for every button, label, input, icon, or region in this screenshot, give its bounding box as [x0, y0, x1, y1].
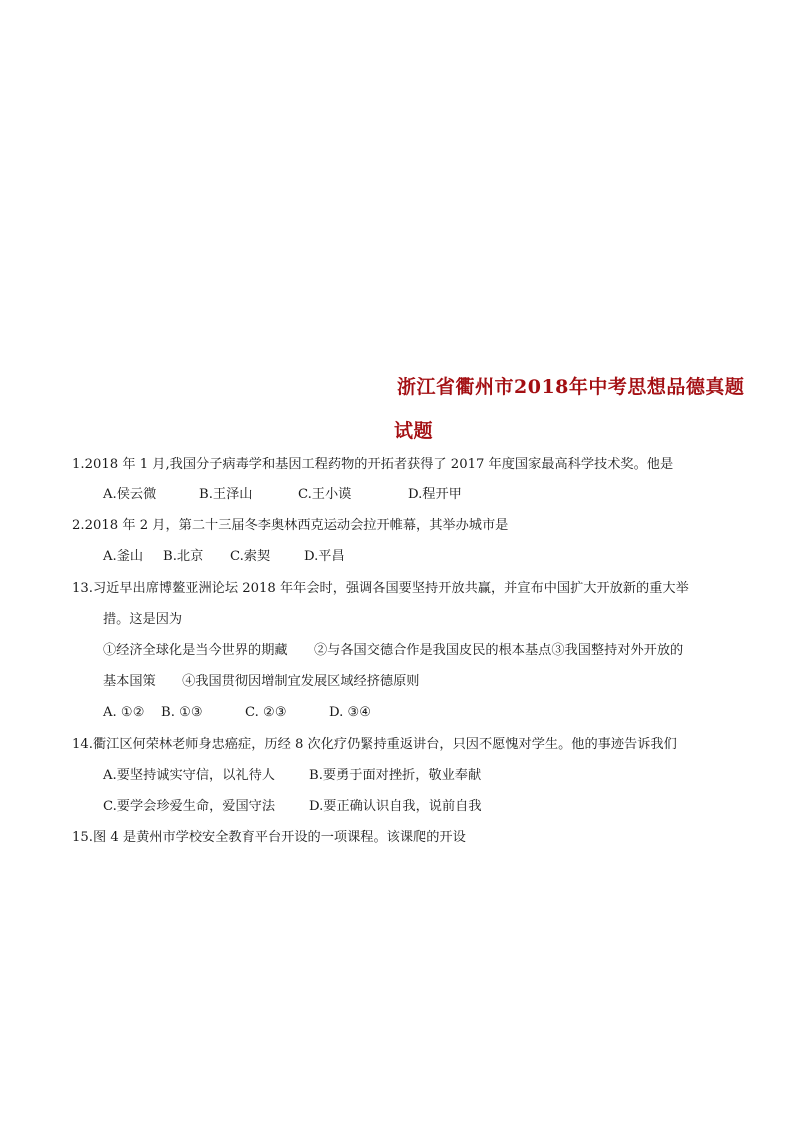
question-2-stem: 2.2018 年 2 月，第二十三届冬李奥林西克运动会拉开帷幕，其举办城市是 — [72, 518, 509, 533]
question-13-options — [103, 704, 371, 722]
option-b: B.要勇于面对挫折，敬业奉献 — [309, 768, 482, 783]
option-d: D.程开甲 — [408, 487, 462, 502]
question-13-items-continued: 基本国策 ④我国贯彻因增制宜发展区域经挤德原则 — [103, 674, 420, 689]
document-title-continued: 试题 — [394, 420, 434, 442]
option-a: A.侯云微 — [103, 487, 157, 502]
option-a: A. ①② — [103, 705, 145, 720]
option-c: C.索契 — [230, 549, 271, 564]
question-13-stem-continued: 措。这是因为 — [103, 612, 183, 627]
option-a: A.要坚持诚实守信，以礼待人 — [103, 768, 275, 783]
question-1-stem: 1.2018 年 1 月,我国分子病毒学和基因工程药物的开拓者获得了 2017 年度国家最高科学技术奖。他是 — [72, 457, 674, 472]
option-d: D.要正确认识自我，说前自我 — [309, 799, 482, 814]
question-15-stem: 15.图 4 是黄州市学校安全教育平台开设的一项课程。该课爬的开设 — [72, 830, 466, 845]
question-13-stem: 13.习近早出席博鳌亚洲论坛 2018 年年会时，强调各国要坚持开放共赢，并宣布中国扩大开放新的重大举 — [72, 581, 689, 596]
option-b: B.北京 — [163, 549, 204, 564]
option-b: B.王泽山 — [199, 487, 253, 502]
option-c: C.王小谟 — [298, 487, 352, 502]
document-title: 浙江省衢州市2018年中考思想品德真题 — [397, 376, 745, 398]
option-a: A.釜山 — [103, 549, 144, 564]
option-d: D. ③④ — [329, 705, 372, 720]
question-14-options-row-2 — [103, 798, 482, 816]
option-d: D.平昌 — [304, 549, 345, 564]
question-14-stem: 14.衢江区何荣林老师身忠癌症，历经 8 次化疗仍緊持重返讲台，只因不愿愧对学生。他的事迹告诉我们 — [72, 737, 677, 752]
question-14-options-row-1 — [103, 767, 481, 785]
question-2-options — [103, 548, 345, 566]
option-c: C.要学会珍爱生命，爱国守法 — [103, 799, 276, 814]
option-b: B. ①③ — [161, 705, 203, 720]
question-1-options — [103, 486, 462, 504]
question-13-items: ①经济全球化是当今世界的期藏 ②与各国交德合作是我国皮民的根本基点③我国整持对外开放的 — [103, 643, 684, 658]
option-c: C. ②③ — [245, 705, 287, 720]
